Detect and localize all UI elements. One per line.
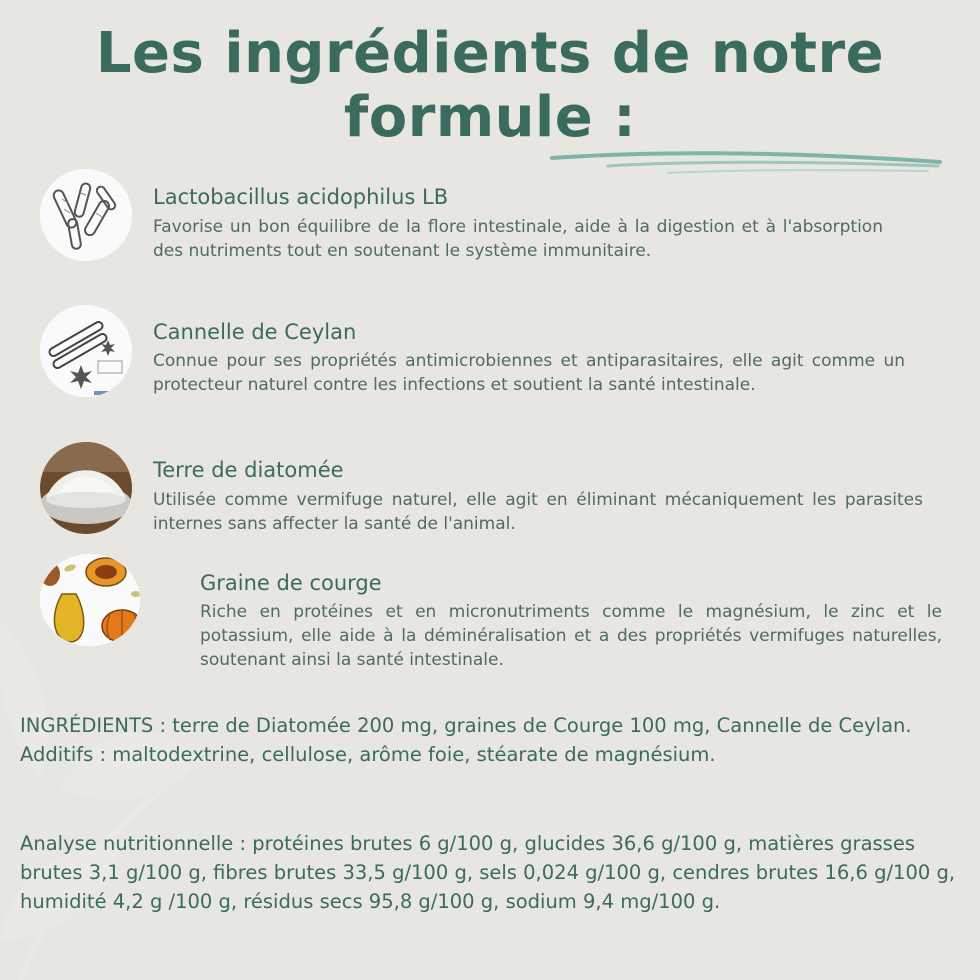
ingredient-name: Terre de diatomée — [153, 458, 344, 482]
ingredients-list: INGRÉDIENTS : terre de Diatomée 200 mg, graines de Courge 100 mg, Cannelle de Ceylan. Additifs : maltodextrine, cellulose, arôme foie, stéarate de magnésium. — [20, 714, 912, 766]
ingredient-description: Connue pour ses propriétés antimicrobiennes et antiparasitaires, elle agit comme un protecteur naturel contre les infections et soutient la santé intestinale. — [153, 351, 905, 395]
title-line-2: formule : — [343, 85, 637, 150]
ingredient-description: Utilisée comme vermifuge naturel, elle agit en éliminant mécaniquement les parasites internes sans affecter la santé de l'animal. — [153, 490, 923, 534]
pumpkin-illustration-icon — [40, 554, 140, 646]
white-powder-photo-icon — [40, 442, 132, 534]
ingredient-description: Favorise un bon équilibre de la flore intestinale, aide à la digestion et à l'absorption des nutriments tout en soutenant le système immunitaire. — [153, 217, 883, 261]
title-line-1: Les ingrédients de notre — [95, 21, 885, 86]
ingredient-name: Graine de courge — [200, 571, 382, 595]
brush-underline-icon — [548, 140, 943, 180]
ingredient-description: Riche en protéines et en micronutriments comme le magnésium, le zinc et le potassium, elle aide à la déminéralisation et a des propriétés vermifuges naturelles, soutenant ainsi la santé intestinale. — [200, 602, 942, 670]
page-title — [0, 22, 980, 150]
ingredient-name: Cannelle de Ceylan — [153, 320, 357, 344]
bacteria-illustration-icon — [40, 169, 132, 261]
ingredient-name: Lactobacillus acidophilus LB — [153, 185, 449, 209]
cinnamon-star-anise-illustration-icon — [40, 305, 132, 397]
nutrition-analysis: Analyse nutritionnelle : protéines brutes 6 g/100 g, glucides 36,6 g/100 g, matières grasses brutes 3,1 g/100 g, fibres brutes 33,5 g/100 g, sels 0,024 g/100 g, cendres brutes 16,6 g/100 g, humidité 4,2 g /100 g, résidus secs 95,8 g/100 g, sodium 9,4 mg/100 g. — [20, 832, 956, 913]
